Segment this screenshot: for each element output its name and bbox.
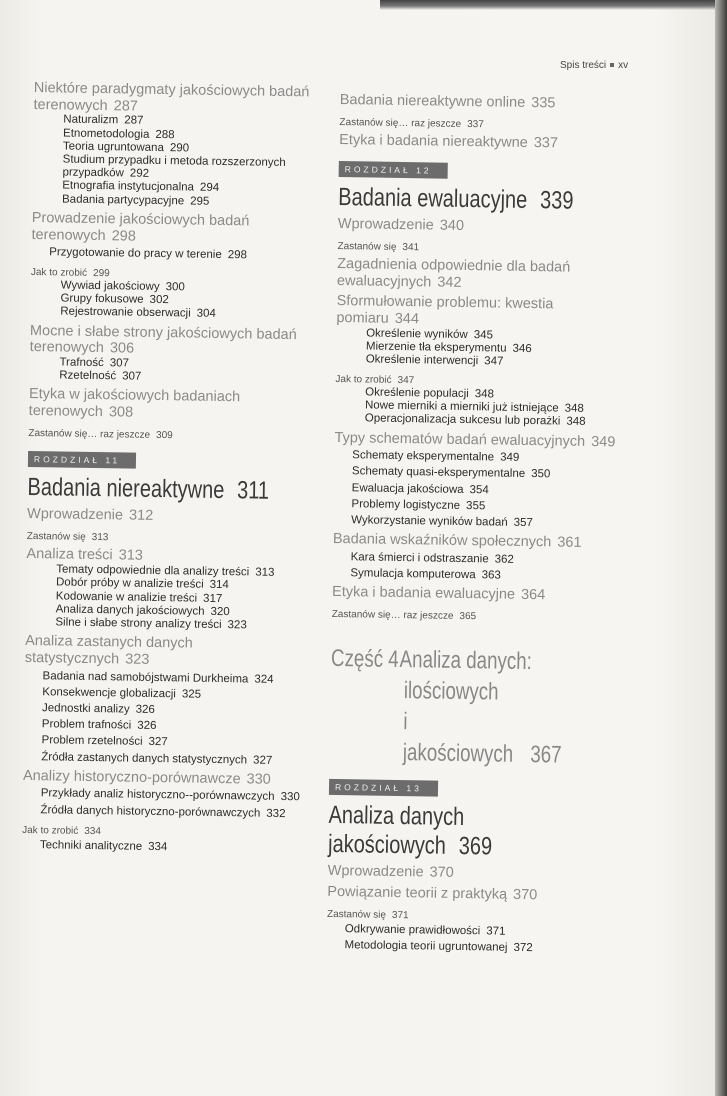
toc-entry-title: Problemy logistyczne <box>351 498 461 512</box>
toc-entry-page: 357 <box>513 516 533 530</box>
toc-entry <box>27 506 352 528</box>
part-title-line1: Analiza danych: <box>399 645 533 675</box>
toc-entry <box>339 132 639 153</box>
toc-entry-page: 330 <box>280 791 300 804</box>
toc-entry-title: Etnometodologia <box>63 127 150 141</box>
toc-entry-page: 324 <box>254 673 274 686</box>
toc-entry <box>22 825 347 842</box>
toc-entry-title: Etyka w jakościowych badaniach terenowych <box>28 386 241 421</box>
toc-entry-page: 323 <box>227 619 247 632</box>
toc-entry <box>327 884 627 905</box>
toc-entry-page: 348 <box>566 415 586 429</box>
toc-entry-title: Wprowadzenie <box>26 506 124 524</box>
toc-entry <box>332 609 632 625</box>
chapter-label: ROZDZIAŁ 11 <box>28 451 136 469</box>
chapter-13-label: ROZDZIAŁ 13 <box>329 779 438 797</box>
toc-entry <box>351 498 633 516</box>
toc-entry-page: 326 <box>135 703 155 716</box>
toc-entry <box>41 735 348 753</box>
chapter-title <box>27 473 287 506</box>
chapter-title-text: Badania ewaluacyjne <box>338 182 528 214</box>
toc-entry-page: 317 <box>203 592 223 605</box>
toc-entry <box>339 117 639 133</box>
toc-entry-title: Jednostki analizy <box>41 702 130 716</box>
toc-entry-page: 325 <box>181 688 202 701</box>
toc-entry-title: Mierzenie tła eksperymentu <box>365 340 507 355</box>
toc-entry-title: Wprowadzenie <box>337 215 434 234</box>
toc-entry <box>27 531 352 548</box>
toc-entry-page: 370 <box>429 864 454 882</box>
toc-entry-title: Źródła zastanych danych statystycznych <box>41 750 248 767</box>
chapter-13-title-line2: jakościowych <box>327 830 447 861</box>
toc-entry-page: 287 <box>113 97 139 115</box>
toc-entry <box>338 216 638 237</box>
toc-entry-title: Jak to zrobić <box>22 824 79 837</box>
toc-entry <box>40 804 347 822</box>
toc-entry-page: 287 <box>124 114 144 128</box>
toc-entry-page: 337 <box>467 118 484 130</box>
toc-entry-page: 350 <box>531 468 551 481</box>
toc-entry <box>49 246 356 264</box>
toc-entry-title: Zastanów się… raz jeszcze <box>28 427 151 441</box>
toc-entry-title: Kara śmierci i odstraszanie <box>350 551 489 566</box>
toc-entry-title: Prowadzenie jakościowych badań terenowych <box>31 209 250 244</box>
part-title-line3: i jakościowych <box>402 708 514 768</box>
toc-entry-page: 347 <box>397 375 415 387</box>
toc-entry <box>30 323 315 361</box>
toc-entry-page: 345 <box>473 328 494 342</box>
toc-entry-title: Kodowanie w analizie treści <box>55 589 198 605</box>
toc-entry <box>352 466 634 484</box>
toc-entry-page: 323 <box>125 651 150 668</box>
toc-entry-title: Silne i słabe strony analizy treści <box>55 616 222 631</box>
chapter-13-entries <box>326 863 627 957</box>
toc-entry-page: 298 <box>111 227 136 245</box>
toc-entry-title: Badania partycypacyjne <box>61 193 185 208</box>
toc-entry <box>328 863 628 884</box>
toc-entry-page: 309 <box>156 429 173 441</box>
toc-entry-title: Analiza treści <box>26 546 113 564</box>
toc-entry <box>350 567 632 585</box>
toc-entry-page: 288 <box>155 128 175 141</box>
toc-entry <box>29 386 314 424</box>
toc-entry-title: Etyka i badania niereaktywne <box>339 132 528 152</box>
scan-edge-top <box>380 0 727 10</box>
toc-entry-page: 334 <box>84 825 102 838</box>
toc-entry-title: Analiza zastanych danych statystycznych <box>24 633 193 668</box>
toc-entry-title: Jak to zrobić <box>30 267 88 280</box>
toc-entry-title: Schematy eksperymentalne <box>352 449 495 464</box>
toc-entry-page: 300 <box>165 281 185 294</box>
toc-entry <box>25 633 310 671</box>
toc-entry-title: Wywiad jakościowy <box>60 279 160 293</box>
toc-entry-title: Konsekwencje globalizacji <box>42 685 177 701</box>
toc-entry <box>336 293 621 331</box>
toc-entry-page: 313 <box>118 547 144 565</box>
toc-entry-title: Ewaluacja jakościowa <box>351 481 464 496</box>
toc-entry-title: Grupy fokusowe <box>60 292 144 306</box>
running-head-title: Spis treści <box>560 60 607 71</box>
toc-entry-title: Metodologia teorii ugruntowanej <box>344 939 508 955</box>
toc-entry-page: 361 <box>557 534 582 552</box>
toc-entry-title: Badania wskaźników społecznych <box>332 531 552 551</box>
toc-entry-page: 302 <box>149 294 169 307</box>
part-label: Część 4 <box>330 644 399 673</box>
toc-entry-title: Sformułowanie problemu: kwestia pomiaru <box>336 293 554 327</box>
toc-entry <box>33 80 318 118</box>
toc-entry <box>345 923 627 941</box>
toc-entry-title: Problem rzetelności <box>41 734 143 749</box>
toc-entry <box>327 909 627 925</box>
toc-entry <box>334 429 634 450</box>
toc-right-column <box>326 88 640 957</box>
toc-entry-page: 299 <box>92 268 110 280</box>
toc-entry-title: Dobór próby w analizie treści <box>55 576 204 592</box>
toc-entry-title: Operacjonalizacja sukcesu lub porażki <box>364 412 561 428</box>
toc-entry-title: Zastanów się… raz jeszcze <box>331 608 454 622</box>
toc-entry <box>365 413 635 430</box>
toc-entry-page: 364 <box>520 587 546 604</box>
toc-entry-title: Teoria ugruntowana <box>62 140 164 154</box>
toc-entry <box>62 153 302 183</box>
toc-entry-page: 334 <box>148 841 168 854</box>
toc-entry-page: 332 <box>266 807 286 820</box>
toc-entry-page: 295 <box>190 195 210 208</box>
toc-entry-title: Rejestrowanie obserwacji <box>60 305 191 320</box>
toc-entry <box>340 92 640 113</box>
toc-entry <box>42 670 349 688</box>
toc-entry-title: Zastanów się <box>337 240 397 253</box>
toc-entry-page: 348 <box>564 402 584 415</box>
toc-entry-page: 294 <box>199 182 220 195</box>
chapter-page-number: 311 <box>236 476 270 505</box>
toc-entry-title: Trafność <box>59 356 104 370</box>
toc-entry-title: Etnografia instytucjonalna <box>62 179 195 194</box>
toc-entry <box>351 551 633 569</box>
toc-entry-page: 304 <box>196 307 216 321</box>
toc-entry-page: 307 <box>122 370 142 383</box>
toc-entry-page: 371 <box>486 925 506 938</box>
toc-entry-title: Zastanów się <box>26 530 86 543</box>
toc-entry <box>366 354 636 371</box>
toc-entry-title: Wprowadzenie <box>327 863 424 881</box>
toc-entry-title: Zastanów się <box>326 908 387 921</box>
toc-entry-title: Studium przypadku i metoda rozszerzonych przypadków <box>62 153 286 180</box>
toc-entry-title: Symulacja komputerowa <box>350 567 476 582</box>
toc-entry <box>337 240 637 256</box>
toc-entry-page: 341 <box>402 241 420 253</box>
toc-entry <box>42 718 349 736</box>
toc-entry-title: Odkrywanie prawidłowości <box>344 923 481 938</box>
toc-entry-page: 290 <box>169 141 190 155</box>
toc-entry-page: 292 <box>129 167 150 181</box>
toc-right-entries <box>332 92 640 625</box>
toc-entry-page: 298 <box>227 249 248 262</box>
toc-entry-title: Etyka i badania ewaluacyjne <box>331 584 516 604</box>
toc-entry-page: 335 <box>531 95 556 112</box>
toc-entry-page: 348 <box>474 388 495 401</box>
chapter-13-title <box>328 801 569 863</box>
toc-entry-page: 340 <box>439 217 465 234</box>
toc-entry <box>31 210 316 248</box>
toc-entry-title: Niektóre paradygmaty jakościowych badań terenowych <box>33 79 310 114</box>
toc-entry-title: Jak to zrobić <box>335 374 392 387</box>
toc-entry-page: 354 <box>469 483 489 497</box>
scan-edge-right <box>715 0 727 1096</box>
toc-entry-title: Schematy quasi-eksperymentalne <box>351 465 526 481</box>
toc-left-column <box>22 76 359 858</box>
toc-entry <box>352 482 634 500</box>
toc-entry-title: Analiza danych jakościowych <box>55 603 205 618</box>
toc-entry-page: 330 <box>246 771 271 788</box>
toc-entry-title: Przygotowanie do pracy w terenie <box>49 246 222 262</box>
toc-entry <box>333 531 633 552</box>
toc-entry <box>23 768 348 790</box>
toc-entry-page: 355 <box>466 499 486 513</box>
toc-entry-page: 362 <box>494 553 514 566</box>
running-head-page: xv <box>618 60 629 71</box>
toc-entry <box>352 449 634 467</box>
toc-entry <box>42 686 349 704</box>
toc-entry-page: 307 <box>109 357 130 370</box>
toc-entry <box>332 584 632 605</box>
toc-entry-page: 313 <box>255 566 275 579</box>
chapter-page-number: 339 <box>539 186 574 215</box>
toc-entry-title: Źródła danych historyczno-porównawczych <box>40 803 261 820</box>
toc-entry-title: Rzetelność <box>59 369 117 383</box>
toc-entry-title: Przykłady analiz historyczno--porównawczych <box>40 787 275 804</box>
toc-entry-page: 370 <box>512 886 538 904</box>
toc-entry-title: Zastanów się… raz jeszcze <box>339 116 462 130</box>
toc-entry-page: 337 <box>533 135 559 152</box>
toc-entry-title: Nowe mierniki a mierniki już istniejące <box>364 399 559 415</box>
square-bullet-icon <box>610 63 614 67</box>
toc-entry <box>42 702 349 720</box>
toc-entry-page: 314 <box>209 579 229 592</box>
toc-entry-page: 306 <box>109 340 135 357</box>
toc-entry-title: Powiązanie teorii z praktyką <box>327 883 508 903</box>
toc-entry-title: Określenie populacji <box>365 386 469 400</box>
chapter-13-title-line1: Analiza danych <box>328 801 465 832</box>
toc-entry-page: 313 <box>91 531 109 544</box>
toc-entry-title: Zagadnienia odpowiednie dla badań ewaluacyjnych <box>336 255 571 291</box>
toc-entry-page: 326 <box>137 719 157 733</box>
toc-entry-title: Tematy odpowiednie dla analizy treści <box>56 563 250 579</box>
toc-entry-title: Naturalizm <box>63 113 119 127</box>
toc-entry-page: 347 <box>484 355 504 368</box>
toc-entry-page: 344 <box>394 310 420 328</box>
toc-entry-page: 349 <box>500 451 520 465</box>
toc-entry-title: Mocne i słabe strony jakościowych badań terenowych <box>29 322 297 357</box>
toc-entry <box>41 788 348 806</box>
toc-entry-title: Badania nad samobójstwami Durkheima <box>42 669 249 685</box>
toc-entry <box>41 751 348 769</box>
toc-entry-title: Typy schematów badań ewaluacyjnych <box>334 429 586 450</box>
toc-entry-page: 365 <box>459 611 477 623</box>
toc-entry-page: 372 <box>513 942 533 955</box>
toc-entry-title: Problem trafności <box>41 718 132 732</box>
toc-entry-page: 327 <box>148 736 168 749</box>
running-head <box>560 60 628 71</box>
toc-entry-page: 371 <box>391 909 409 921</box>
part-title-line2: ilościowych <box>403 676 499 706</box>
toc-entry-title: Techniki analityczne <box>39 839 143 854</box>
toc-entry-page: 346 <box>512 342 532 355</box>
toc-entry-page: 363 <box>481 569 501 582</box>
toc-entry-page: 349 <box>591 433 616 450</box>
part-page: 367 <box>530 741 562 769</box>
toc-entry-title: Analizy historyczno-porównawcze <box>22 767 241 788</box>
toc-entry-title: Określenie wyników <box>366 327 468 341</box>
chapter-13-page: 369 <box>458 832 493 861</box>
toc-entry-title: Wykorzystanie wyników badań <box>351 514 508 529</box>
chapter-title-text: Badania niereaktywne <box>27 473 225 505</box>
toc-entry <box>351 514 633 532</box>
toc-entry-page: 320 <box>210 605 230 618</box>
part-4-heading <box>329 642 565 770</box>
chapter-title <box>338 183 578 216</box>
toc-entry-page: 342 <box>437 274 462 291</box>
toc-entry-page: 327 <box>253 754 273 767</box>
toc-entry <box>337 256 622 294</box>
toc-entry-title: Określenie interwencji <box>365 353 479 368</box>
toc-entry-title: Badania niereaktywne online <box>339 91 526 111</box>
toc-entry-page: 312 <box>128 507 154 525</box>
toc-entry <box>28 428 353 445</box>
toc-entry-page: 308 <box>108 404 134 421</box>
chapter-label: ROZDZIAŁ 12 <box>339 161 448 179</box>
